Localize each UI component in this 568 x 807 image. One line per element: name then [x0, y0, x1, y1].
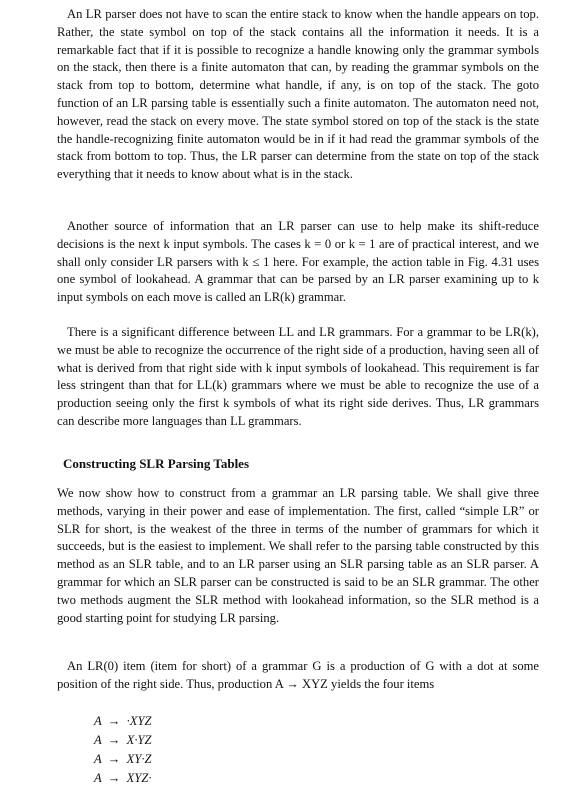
lr0-item: A → ·XYZ [94, 714, 152, 728]
lr0-item: A → X·YZ [94, 733, 152, 747]
paragraph-lr0-item: An LR(0) item (item for short) of a grammar G is a production of G with a dot at some position of the right side. Thus, production A → XYZ yields the four items [57, 659, 539, 691]
lr0-item: A → XYZ· [94, 771, 152, 785]
paragraph-slr-methods: We now show how to construct from a grammar an LR parsing table. We shall give three methods, varying in their power and ease of implementation. The first, called “simple LR” or SLR for short, is the weakest of the three in terms of the number of grammars for which it succeeds, but is the easiest to implement. We shall refer to the parsing table constructed by this method as an SLR table, and to an LR parser using an SLR parsing table as an SLR parser. A grammar for which an SLR parser can be constructed is said to be an SLR grammar. The other two methods augment the SLR method with lookahead information, so the SLR method is a good starting point for studying LR parsing. [57, 486, 539, 625]
lr0-item: A → XY·Z [94, 752, 152, 766]
paragraph-ll-vs-lr: There is a significant difference between LL and LR grammars. For a grammar to be LR(k), we must be able to recognize the occurrence of the right side of a production, having seen all of what is derived from that right side with k input symbols of lookahead. This requirement is far less stringent than that for LL(k) grammars where we must be able to recognize the use of a production seeing only the first k symbols of what its right side derives. Thus, LR grammars can describe more languages than LL grammars. [57, 325, 539, 428]
section-heading: Constructing SLR Parsing Tables [63, 456, 250, 471]
paragraph-stack-handle: An LR parser does not have to scan the entire stack to know when the handle appears on top. Rather, the state symbol on top of the stack contains all the information it needs. It is a remarkable fact that if it is possible to recognize a handle knowing only the grammar symbols on the stack, then there is a finite automaton that can, by reading the grammar symbols on the stack from top to bottom, determine what handle, if any, is on top of the stack. The goto function of an LR parsing table is essentially such a finite automaton. The automaton need not, however, read the stack on every move. The state symbol stored on top of the stack is the state the handle-recognizing finite automaton would be in if it had read the grammar symbols of the stack from bottom to top. Thus, the LR parser can determine from the state on top of the stack everything that it needs to know about what is in the stack. [57, 7, 539, 182]
lr0-item-list [94, 712, 152, 788]
paragraph-lookahead: Another source of information that an LR parser can use to help make its shift-reduce decisions is the next k input symbols. The cases k = 0 or k = 1 are of practical interest, and we shall only consider LR parsers with k ≤ 1 here. For example, the action table in Fig. 4.31 uses one symbol of lookahead. A grammar that can be parsed by an LR parser examining up to k input symbols on each move is called an LR(k) grammar. [57, 219, 539, 305]
